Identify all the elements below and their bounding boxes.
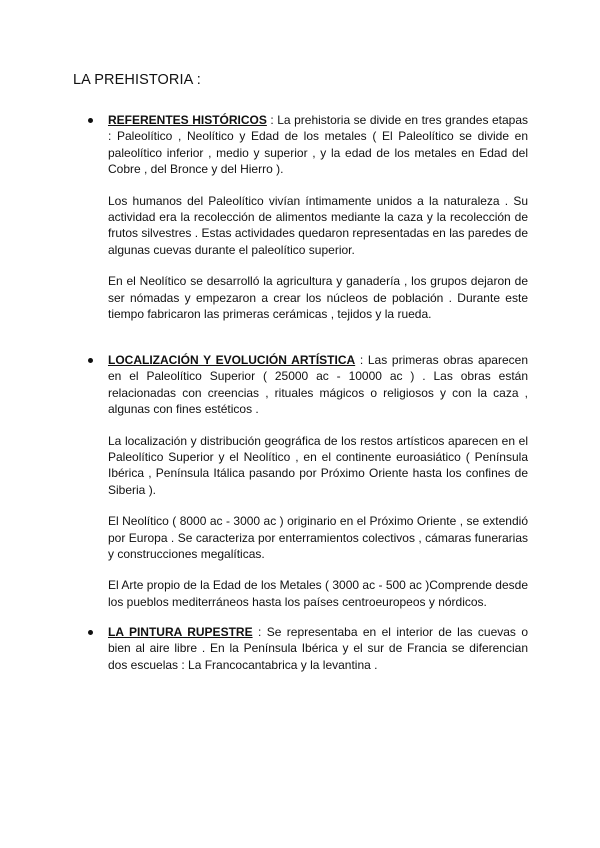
section-paragraph: El Arte propio de la Edad de los Metales ( 3000 ac - 500 ac )Comprende desde los pueblos mediterráneos hasta los países centroeuropeos y nórdicos. bbox=[108, 578, 528, 609]
section-localizacion-evolucion bbox=[88, 352, 528, 625]
section-heading: LA PINTURA RUPESTRE bbox=[108, 625, 253, 639]
section-body bbox=[108, 352, 528, 610]
section-paragraph: El Neolítico ( 8000 ac - 3000 ac ) originario en el Próximo Oriente , se extendió por Europa . Se caracteriza por enterramientos colectivos , cámaras funerarias y construcciones megalíticas. bbox=[108, 514, 528, 562]
bullet-icon bbox=[88, 358, 93, 363]
section-heading: REFERENTES HISTÓRICOS bbox=[108, 113, 267, 127]
section-paragraph: La localización y distribución geográfica de los restos artísticos aparecen en el Paleolítico Superior y el Neolítico , en el continente euroasiático ( Península Ibérica , Península Itálica pasando por Próximo Oriente hasta los confines de Siberia ). bbox=[108, 433, 528, 497]
section-lead-text: : Se representaba en el interior de las cuevas o bien al aire libre . En la Península Ibérica y el sur de Francia se diferencian dos escuelas : La Francocantabrica y la levantina . bbox=[108, 625, 528, 672]
section-paragraph: En el Neolítico se desarrolló la agricultura y ganadería , los grupos dejaron de ser nómadas y empezaron a crear los núcleos de población . Durante este tiempo fabricaron las primeras cerámicas , tejidos y la rueda. bbox=[108, 274, 528, 322]
section-heading: LOCALIZACIÓN Y EVOLUCIÓN ARTÍSTICA bbox=[108, 353, 356, 367]
section-body bbox=[108, 624, 528, 673]
section-pintura-rupestre bbox=[88, 624, 528, 688]
section-body bbox=[108, 112, 528, 322]
bullet-icon bbox=[88, 630, 93, 635]
page-title: LA PREHISTORIA : bbox=[73, 72, 201, 88]
section-lead-text: : La prehistoria se divide en tres grandes etapas : Paleolítico , Neolítico y Edad de los metales ( El Paleolítico se divide en paleolítico inferior , medio y superior , y la edad de los metales en Edad del Cobre , del Bronce y del Hierro ). bbox=[108, 113, 528, 177]
bullet-icon bbox=[88, 118, 93, 123]
section-paragraph: Los humanos del Paleolítico vivían íntimamente unidos a la naturaleza . Su actividad era la recolección de alimentos mediante la caza y la recolección de frutos silvestres . Estas actividades quedaron representadas en las paredes de algunas cuevas durante el paleolítico superior. bbox=[108, 193, 528, 257]
section-referentes-historicos bbox=[88, 112, 528, 337]
section-lead-paragraph bbox=[108, 352, 528, 418]
section-lead-text: : Las primeras obras aparecen en el Paleolítico Superior ( 25000 ac - 10000 ac ) . Las obras están relacionadas con creencias , rituales mágicos o religiosos y con la caza , algunas con fines estéticos . bbox=[108, 353, 528, 417]
section-lead-paragraph bbox=[108, 624, 528, 673]
section-lead-paragraph bbox=[108, 112, 528, 178]
